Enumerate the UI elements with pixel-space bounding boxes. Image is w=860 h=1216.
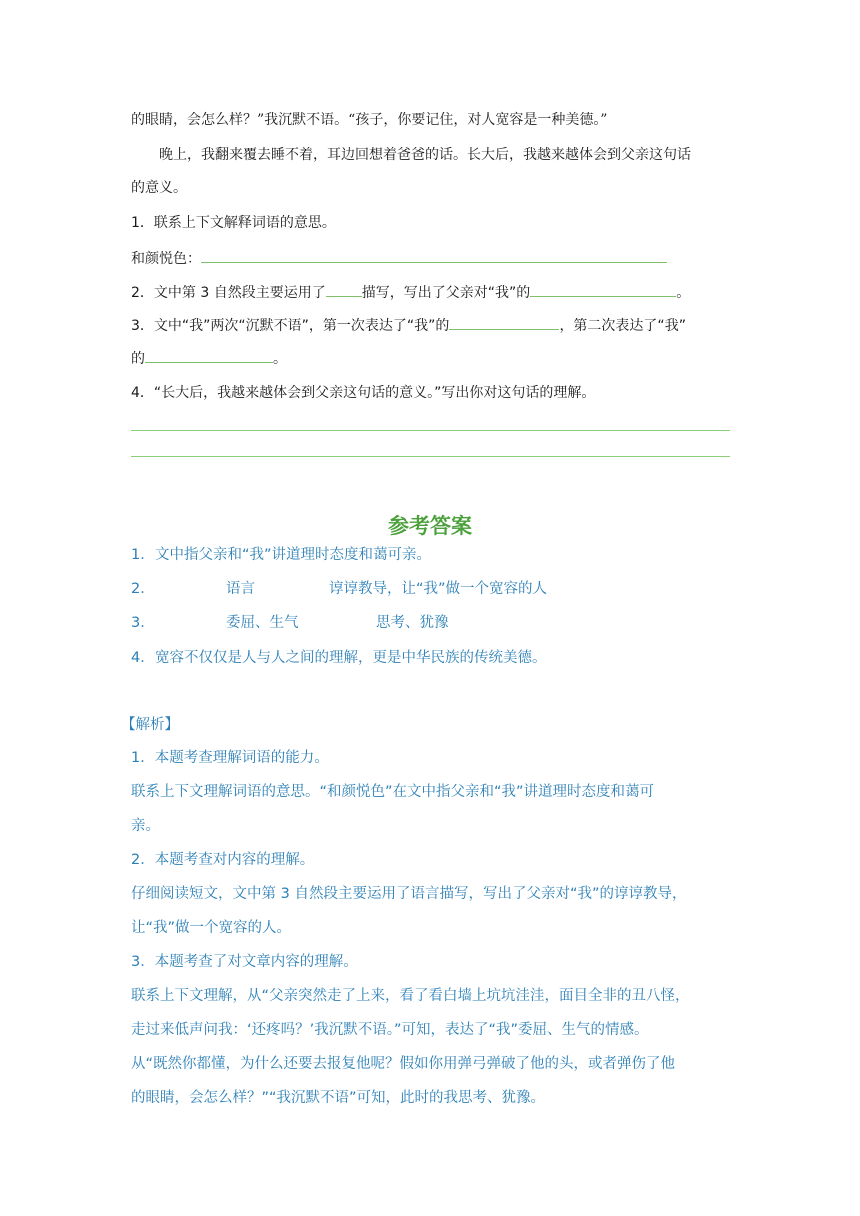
analysis-line: 从“既然你都懂，为什么还要去报复他呢？假如你用弹弓弹破了他的头，或者弹伤了他 — [131, 1056, 676, 1072]
answer-text: 语言 — [226, 581, 255, 597]
question-text: 2．文中第 3 自然段主要运用了 — [131, 285, 326, 301]
answer-3 — [131, 613, 731, 633]
answer-text: 委屈、生气 — [226, 615, 299, 631]
question-1-prompt — [131, 248, 667, 269]
question-2 — [131, 282, 690, 303]
passage-line: 的眼睛，会怎么样？”我沉默不语。“孩子，你要记住，对人宽容是一种美德。” — [131, 112, 608, 128]
question-text: 3．文中“我”两次“沉默不语”，第一次表达了“我”的 — [131, 318, 450, 334]
analysis-line: 联系上下文理解，从“父亲突然走了上来，看了看白墙上坑坑洼洼，面目全非的丑八怪， — [131, 988, 690, 1004]
question-text: 的 — [131, 351, 145, 367]
answer-4 — [131, 648, 547, 668]
answer-text: 文中指父亲和“我”讲道理时态度和蔼可亲。 — [155, 547, 432, 563]
answer-blank[interactable] — [326, 282, 362, 297]
answer-line[interactable] — [131, 430, 730, 431]
question-text: 描写，写出了父亲对“我”的 — [361, 285, 531, 301]
passage-line: 的意义。 — [131, 180, 187, 196]
question-4: 4．“长大后，我越来越体会到父亲这句话的意义。”写出你对这句话的理解。 — [131, 385, 596, 401]
analysis-line: 仔细阅读短文，文中第 3 自然段主要运用了语言描写，写出了父亲对“我”的谆谆教导， — [131, 886, 687, 902]
term-label: 和颜悦色： — [131, 251, 201, 267]
answer-2 — [131, 579, 731, 599]
question-3 — [131, 315, 686, 336]
answer-number: 2． — [131, 581, 155, 597]
passage-line: 晚上，我翻来覆去睡不着，耳边回想着爸爸的话。长大后，我越来越体会到父亲这句话 — [159, 147, 691, 163]
answer-blank[interactable] — [201, 248, 667, 263]
answer-number: 3． — [131, 615, 155, 631]
answer-blank[interactable] — [530, 282, 676, 297]
analysis-line: 走过来低声问我：‘还疼吗？’我沉默不语。”可知，表达了“我”委屈、生气的情感。 — [131, 1022, 649, 1038]
question-1: 1．联系上下文解释词语的意思。 — [131, 215, 336, 231]
answer-text: 宽容不仅仅是人与人之间的理解，更是中华民族的传统美德。 — [155, 650, 547, 666]
question-text: ，第二次表达了“我” — [559, 318, 686, 334]
answer-title: 参考答案 — [388, 514, 472, 538]
answer-1 — [131, 545, 431, 565]
analysis-line: 1．本题考查理解词语的能力。 — [131, 750, 329, 766]
answer-text: 思考、犹豫 — [376, 615, 449, 631]
analysis-line: 联系上下文理解词语的意思。“和颜悦色”在文中指父亲和“我”讲道理时态度和蔼可 — [131, 784, 655, 800]
answer-blank[interactable] — [449, 315, 559, 330]
answer-number: 1． — [131, 547, 155, 563]
answer-text: 谆谆教导，让“我”做一个宽容的人 — [329, 581, 548, 597]
analysis-line: 2．本题考查对内容的理解。 — [131, 852, 315, 868]
question-text: 。 — [273, 351, 287, 367]
analysis-header: 【解析】 — [121, 717, 179, 733]
answer-blank[interactable] — [145, 348, 273, 363]
question-3-cont — [131, 348, 287, 369]
answer-line[interactable] — [131, 456, 730, 457]
analysis-line: 亲。 — [131, 818, 160, 834]
analysis-line: 的眼睛，会怎么样？”“我沉默不语”可知，此时的我思考、犹豫。 — [131, 1090, 546, 1106]
analysis-line: 让“我”做一个宽容的人。 — [131, 920, 292, 936]
analysis-line: 3．本题考查了对文章内容的理解。 — [131, 954, 358, 970]
question-text: 。 — [676, 285, 691, 301]
answer-number: 4． — [131, 650, 155, 666]
